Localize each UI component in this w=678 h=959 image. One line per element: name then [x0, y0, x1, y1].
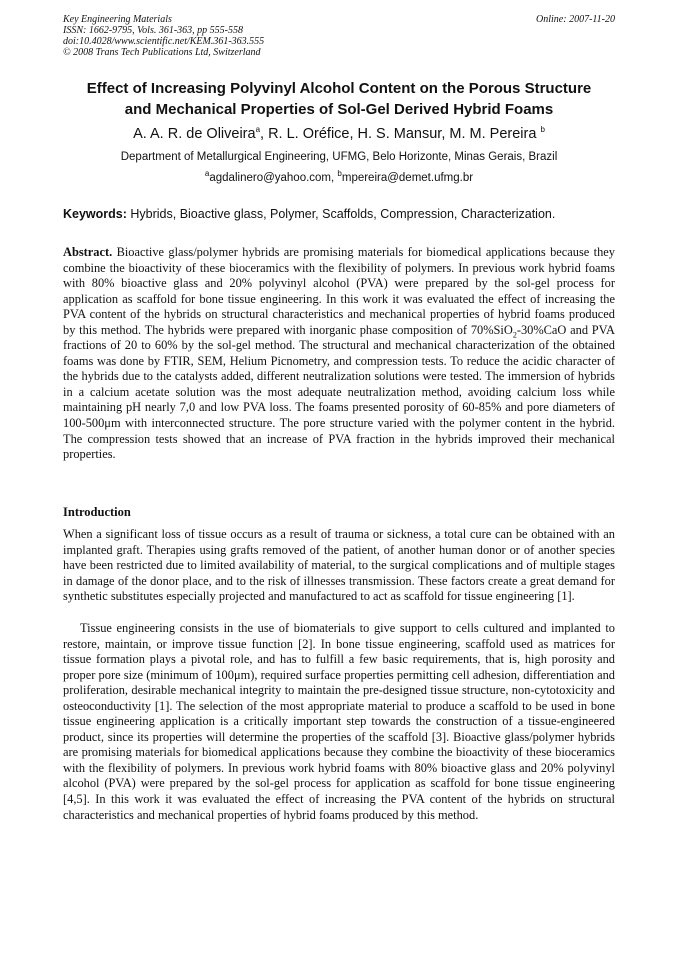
- abstract: [63, 245, 615, 463]
- paper-title: [40, 78, 638, 120]
- email-a-sup: a: [204, 169, 210, 179]
- online-date: Online: 2007-11-20: [536, 14, 615, 25]
- author-rest: , R. L. Oréfice, H. S. Mansur, M. M. Pereira: [260, 126, 537, 142]
- keywords: [63, 206, 623, 222]
- intro-paragraph-2: Tissue engineering consists in the use of biomaterials to give support to cells cultured and implanted to restore, maintain, or improve tissue function [2]. In bone tissue engineering, scaffold used as matrices for tissue formation plays a pivotal role, and has to fulfill a few basic requirements, that is, high porosity and proper pore size (minimum of 100μm), required surface properties permitting cell adhesion, differentiation and proliferation, desirable mechanical integrity to maintain the pre-designed tissue structure, non-cytotoxicity and osteoconductivity [1]. The selection of the most appropriate material to produce a scaffold to be used in bone tissue engineering application is a critically important step towards the construction of a tissue-engineered product, since its properties will determine the properties of the scaffold [3]. Bioactive glass/polymer hybrids are promising materials for biomedical applications because they combine the bioactivity of these bioceramics with the flexibility of polymers. In previous work hybrid foams with 80% bioactive glass and 20% polyvinyl alcohol (PVA) were prepared by the sol-gel process for application as scaffold for bone tissue engineering [4,5]. In this work it was evaluated the effect of increasing the PVA content of the hybrids on structural characteristics and mechanical properties of hybrid foams produced by this method.: [63, 621, 615, 822]
- title-line-1: Effect of Increasing Polyvinyl Alcohol Content on the Porous Structure: [86, 80, 592, 97]
- email-a[interactable]: agdalinero@yahoo.com,: [209, 172, 338, 184]
- author-first-sup: a: [255, 125, 261, 135]
- journal-header: [63, 14, 615, 58]
- email-b-sup: b: [337, 169, 342, 179]
- journal-doi[interactable]: doi:10.4028/www.scientific.net/KEM.361-363.555: [63, 36, 265, 47]
- author-emails: [40, 171, 638, 186]
- affiliation: Department of Metallurgical Engineering, UFMG, Belo Horizonte, Minas Gerais, Brazil: [120, 151, 558, 163]
- journal-copyright: © 2008 Trans Tech Publications Ltd, Switzerland: [63, 47, 261, 58]
- abstract-text-1: Bioactive glass/polymer hybrids are promising materials for biomedical applications because they combine the bioactivity of these bioceramics with the flexibility of polymers. In previous work hybrid foams with 80% bioactive glass and 20% polyvinyl alcohol (PVA) were prepared by the sol-gel process for application as scaffold for bone tissue engineering. In this work it was evaluated the effect of increasing the PVA content of the hybrids on structural characteristics and mechanical properties of hybrid foams produced by this method. The hybrids were prepared with inorganic phase composition of 70%SiO: [63, 245, 615, 337]
- intro-paragraph-1: When a significant loss of tissue occurs as a result of trauma or sickness, a total cure can be obtained with an implanted graft. Therapies using grafts removed of the patient, of another human donor or of another species have been restricted due to limited availability of material, to the surgical complications and of multiple stages in damage of the donor place, and to the risk of illnesses transmission. These factors create a great demand for synthetic substitutes especially projected and manufactured to act as scaffold for tissue engineering [1].: [63, 527, 615, 604]
- author-list: [40, 125, 638, 143]
- keywords-label: Keywords:: [63, 207, 127, 221]
- abstract-subscript: 2: [512, 330, 517, 340]
- title-line-2: and Mechanical Properties of Sol-Gel Derived Hybrid Foams: [124, 101, 554, 118]
- email-b[interactable]: mpereira@demet.ufmg.br: [341, 172, 474, 184]
- journal-name: Key Engineering Materials: [63, 14, 172, 25]
- author-first: A. A. R. de Oliveira: [133, 126, 256, 142]
- keywords-text: Hybrids, Bioactive glass, Polymer, Scaffolds, Compression, Characterization.: [126, 207, 556, 221]
- section-heading-introduction: Introduction: [63, 505, 131, 519]
- journal-issn: ISSN: 1662-9795, Vols. 361-363, pp 555-558: [63, 25, 243, 36]
- abstract-text-2: -30%CaO and PVA fractions of 20 to 60% by the sol-gel method. The structural and mechanical characterization of the obtained foams was done by FTIR, SEM, Helium Picnometry, and compression tests. To reduce the acidic character of the hybrids due to the catalysts added, different neutralization solutions were tested. The immersion of hybrids in a calcium acetate solution was the most adequate neutralization method, avoiding calcium loss while maintaining pH nearly 7,0 and low PVA loss. The foams presented porosity of 60-85% and pore diameters of 100-500μm with interconnected structure. The pore structure varied with the polymer content in the hybrid. The compression tests showed that an increase of PVA fraction in the hybrids improved their mechanical properties.: [63, 322, 615, 462]
- author-last-sup: b: [540, 125, 545, 135]
- abstract-label: Abstract.: [63, 245, 113, 259]
